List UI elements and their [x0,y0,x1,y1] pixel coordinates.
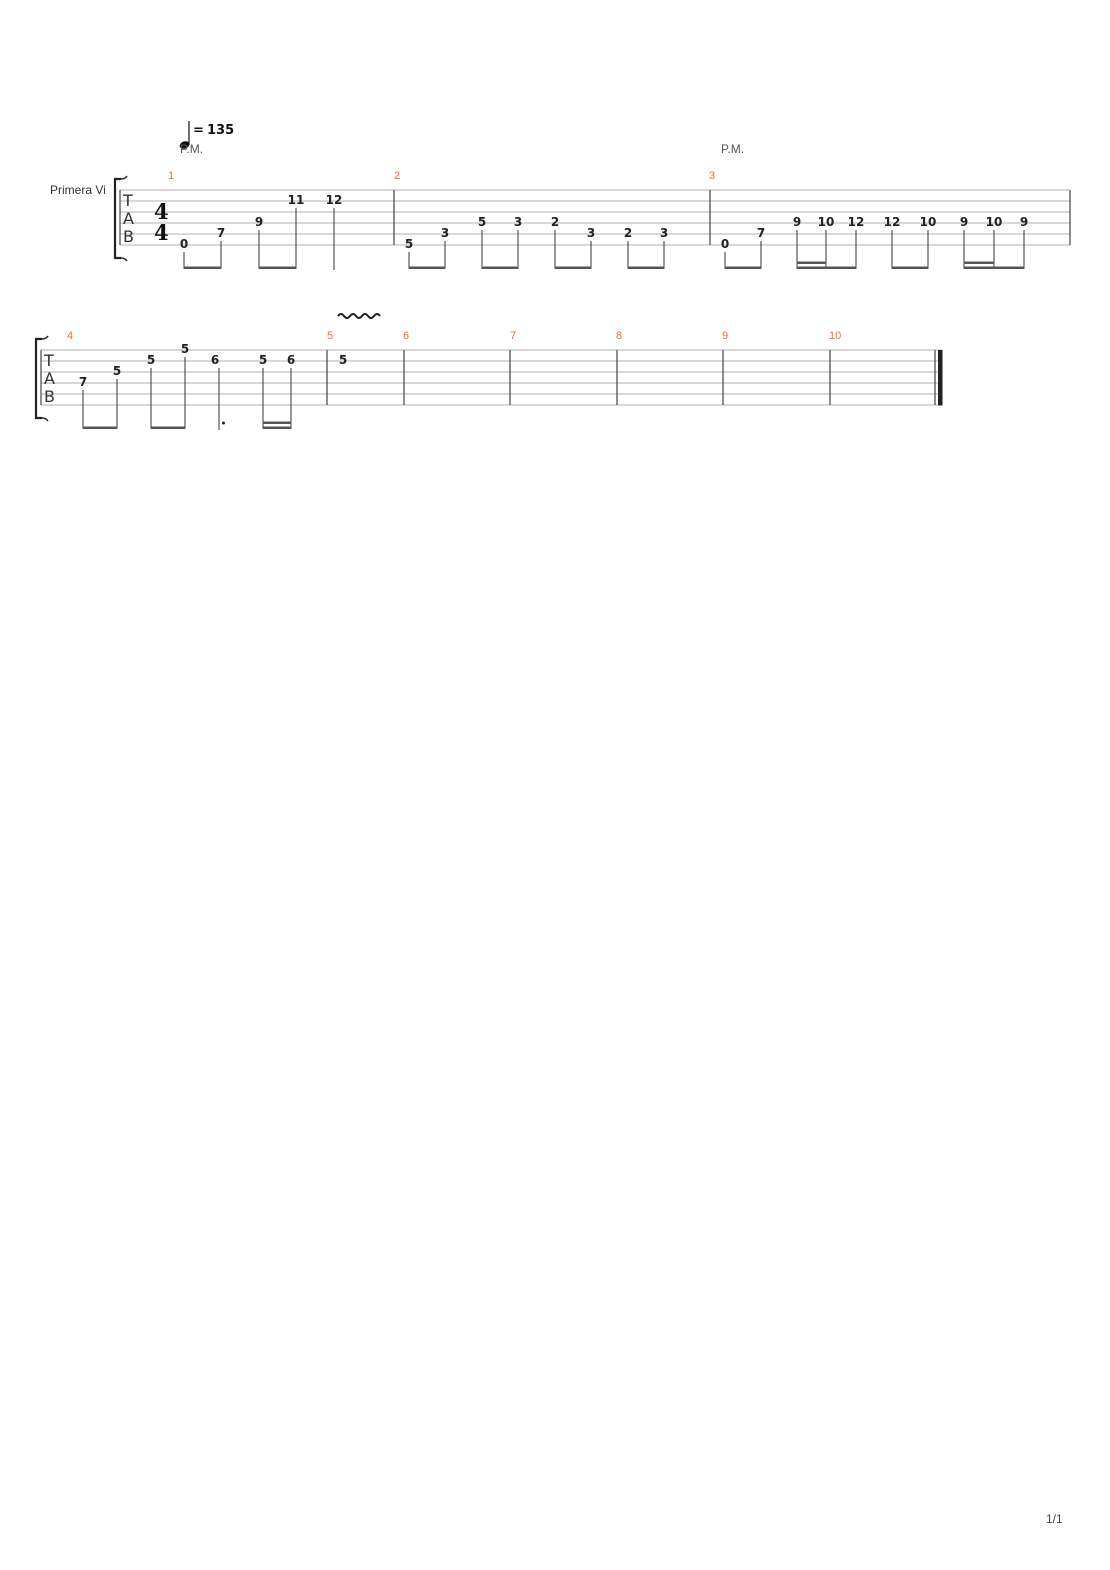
tab-clef-b: B [44,387,55,406]
bar-number: 1 [168,170,175,182]
fret-number: 5 [338,353,348,367]
fret-number: 3 [659,226,669,240]
beams [184,262,1025,270]
tab-clef-t: T [123,191,133,210]
fret-number: 2 [623,226,633,240]
dotted-note-icon [222,422,225,425]
fret-number: 6 [286,353,296,367]
tab-clef-b: B [123,227,134,246]
measure-2-notes [405,215,668,251]
measure-5-notes [339,353,347,367]
bar-number: 8 [616,330,623,342]
fret-number: 6 [210,353,220,367]
fret-number: 10 [817,215,835,229]
page-number: 1/1 [1046,1512,1063,1526]
tab-clef-a: A [123,209,134,228]
bar-number: 2 [394,170,401,182]
measure-3-notes [721,215,1028,251]
bar-number: 4 [67,330,74,342]
fret-number: 12 [325,193,343,207]
tab-clef-a: A [44,369,55,388]
fret-number: 3 [513,215,523,229]
bar-number: 6 [403,330,410,342]
bar-number: 3 [709,170,716,182]
bar-number: 5 [327,330,334,342]
fret-number: 10 [919,215,937,229]
fret-number: 7 [216,226,226,240]
fret-number: 9 [254,215,264,229]
barlines [41,350,935,405]
time-signature-denominator: 4 [154,220,169,245]
fret-number: 0 [720,237,730,251]
fret-number: 12 [883,215,901,229]
fret-number: 5 [180,342,190,356]
beams [83,422,292,430]
bar-number: 7 [510,330,517,342]
fret-number: 5 [258,353,268,367]
staff-lines [41,350,942,405]
fret-number: 7 [78,375,88,389]
bar-number: 9 [722,330,729,342]
fret-number: 10 [985,215,1003,229]
system-2 [36,314,943,430]
fret-number: 3 [440,226,450,240]
fret-number: 7 [756,226,766,240]
fret-number: 11 [287,193,305,207]
bar-number: 10 [829,330,842,342]
tab-clef-t: T [44,351,54,370]
final-barline [938,350,943,406]
fret-number: 3 [586,226,596,240]
fret-number: 9 [959,215,969,229]
fret-number: 0 [179,237,189,251]
system-1 [115,170,1070,270]
fret-number: 5 [146,353,156,367]
palm-mute-label: P.M. [180,142,204,156]
track-name: Primera Vi [50,183,106,197]
fret-number: 5 [404,237,414,251]
tempo-prefix: = [193,123,204,138]
fret-number: 9 [1019,215,1029,229]
tempo-value: 135 [207,123,235,138]
fret-number: 5 [112,364,122,378]
fret-number: 9 [792,215,802,229]
fret-number: 5 [477,215,487,229]
fret-number: 12 [847,215,865,229]
vibrato-icon [338,314,380,318]
time-signature-numerator: 4 [154,199,169,224]
palm-mute-label: P.M. [721,142,745,156]
measure-1-notes [180,193,343,251]
fret-number: 2 [550,215,560,229]
